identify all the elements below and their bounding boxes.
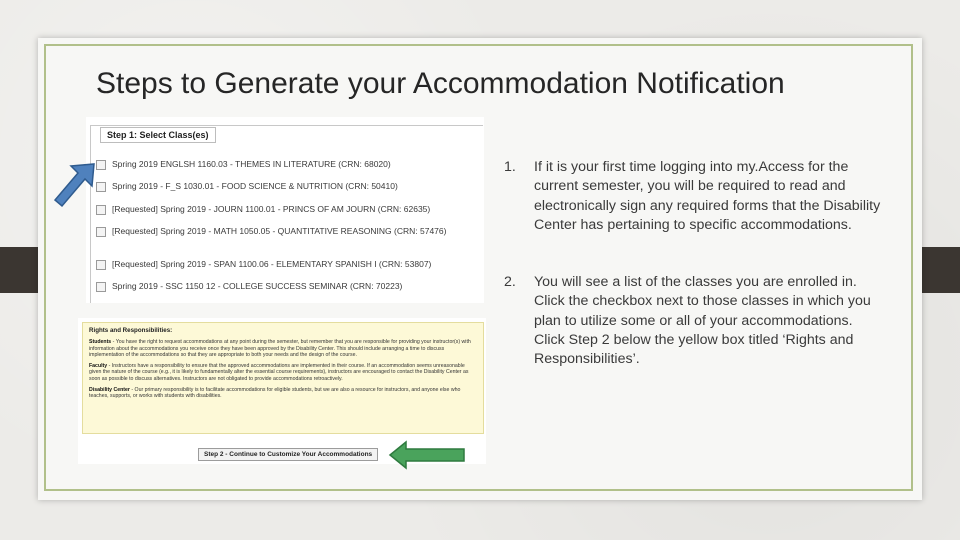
class-label: [Requested] Spring 2019 - JOURN 1100.01 - PRINCS OF AM JOURN (CRN: 62635) — [112, 204, 431, 214]
class-label: Spring 2019 - F_S 1030.01 - FOOD SCIENCE & NUTRITION (CRN: 50410) — [112, 181, 398, 191]
green-arrow-icon — [388, 440, 468, 470]
step2-continue-button[interactable]: Step 2 - Continue to Customize Your Accommodations — [198, 448, 378, 461]
rights-paragraph-students — [89, 339, 477, 359]
class-label: Spring 2019 - SSC 1150 12 - COLLEGE SUCCESS SEMINAR (CRN: 70223) — [112, 281, 403, 291]
role-label: Disability Center — [89, 386, 130, 393]
class-checkbox[interactable] — [96, 227, 106, 237]
rights-paragraph-faculty — [89, 363, 477, 383]
class-label: [Requested] Spring 2019 - SPAN 1100.06 - ELEMENTARY SPANISH I (CRN: 53807) — [112, 259, 432, 269]
rights-title: Rights and Responsibilities: — [89, 327, 173, 334]
class-checkbox[interactable] — [96, 282, 106, 292]
role-text: - You have the right to request accommodations at any point during the semester, but remember that you are responsible for providing your instructor(s) with information about the accommodations you receive once they have been approved by the Disability Center. This should include arranging a time to discuss implementation of the accommodations so that they are appropriate to both your needs and the design of the course. — [89, 339, 471, 359]
step-text: You will see a list of the classes you are enrolled in. Click the checkbox next to those classes in which you plan to utilize some or all of your accommodations. Click Step 2 below the yellow box titled ‘Rights and Responsibilities’. — [534, 274, 871, 368]
class-row[interactable] — [96, 259, 476, 270]
role-text: - Our primary responsibility is to facilitate accommodations for eligible students, but we are also a resource for instructors, and anyone else who teaches, supports, or works with students with disabilities. — [89, 386, 461, 400]
class-label: Spring 2019 ENGLSH 1160.03 - THEMES IN LITERATURE (CRN: 68020) — [112, 159, 391, 169]
blue-arrow-icon — [50, 160, 98, 212]
class-label: [Requested] Spring 2019 - MATH 1050.05 - QUANTITATIVE REASONING (CRN: 57476) — [112, 226, 447, 236]
class-selection-screenshot — [86, 117, 484, 303]
slide-title: Steps to Generate your Accommodation Notification — [96, 67, 785, 100]
instruction-step — [504, 273, 884, 369]
instruction-step — [504, 158, 884, 235]
class-row[interactable] — [96, 281, 476, 292]
instruction-steps — [504, 158, 884, 370]
rights-paragraph-disability-center — [89, 387, 477, 400]
step-text: If it is your first time logging into my.Access for the current semester, you will be required to read and electronically sign any required forms that the Disability Center has pertaining to specific accommodations. — [534, 159, 881, 233]
role-text: - Instructors have a responsibility to ensure that the approved accommodations are implemented in their course. If an accommodation seems unreasonable given the nature of the course (e.g., it is likely to fundamentally alter the essential course requirements), instructors are encouraged to contact the Disability Center as soon as possible to discuss alternatives. Instructors are not obligated to provide accommodations retroactively. — [89, 362, 469, 382]
class-checkbox[interactable] — [96, 260, 106, 270]
rights-box — [82, 322, 484, 434]
step-number: 2. — [504, 274, 516, 291]
step-number: 1. — [504, 159, 516, 175]
role-label: Faculty — [89, 362, 108, 369]
class-row[interactable] — [96, 159, 476, 170]
role-label: Students — [89, 339, 112, 345]
class-row[interactable] — [96, 181, 476, 192]
class-selection-legend: Step 1: Select Class(es) — [100, 127, 216, 143]
class-row[interactable] — [96, 226, 476, 237]
class-row[interactable] — [96, 204, 476, 215]
